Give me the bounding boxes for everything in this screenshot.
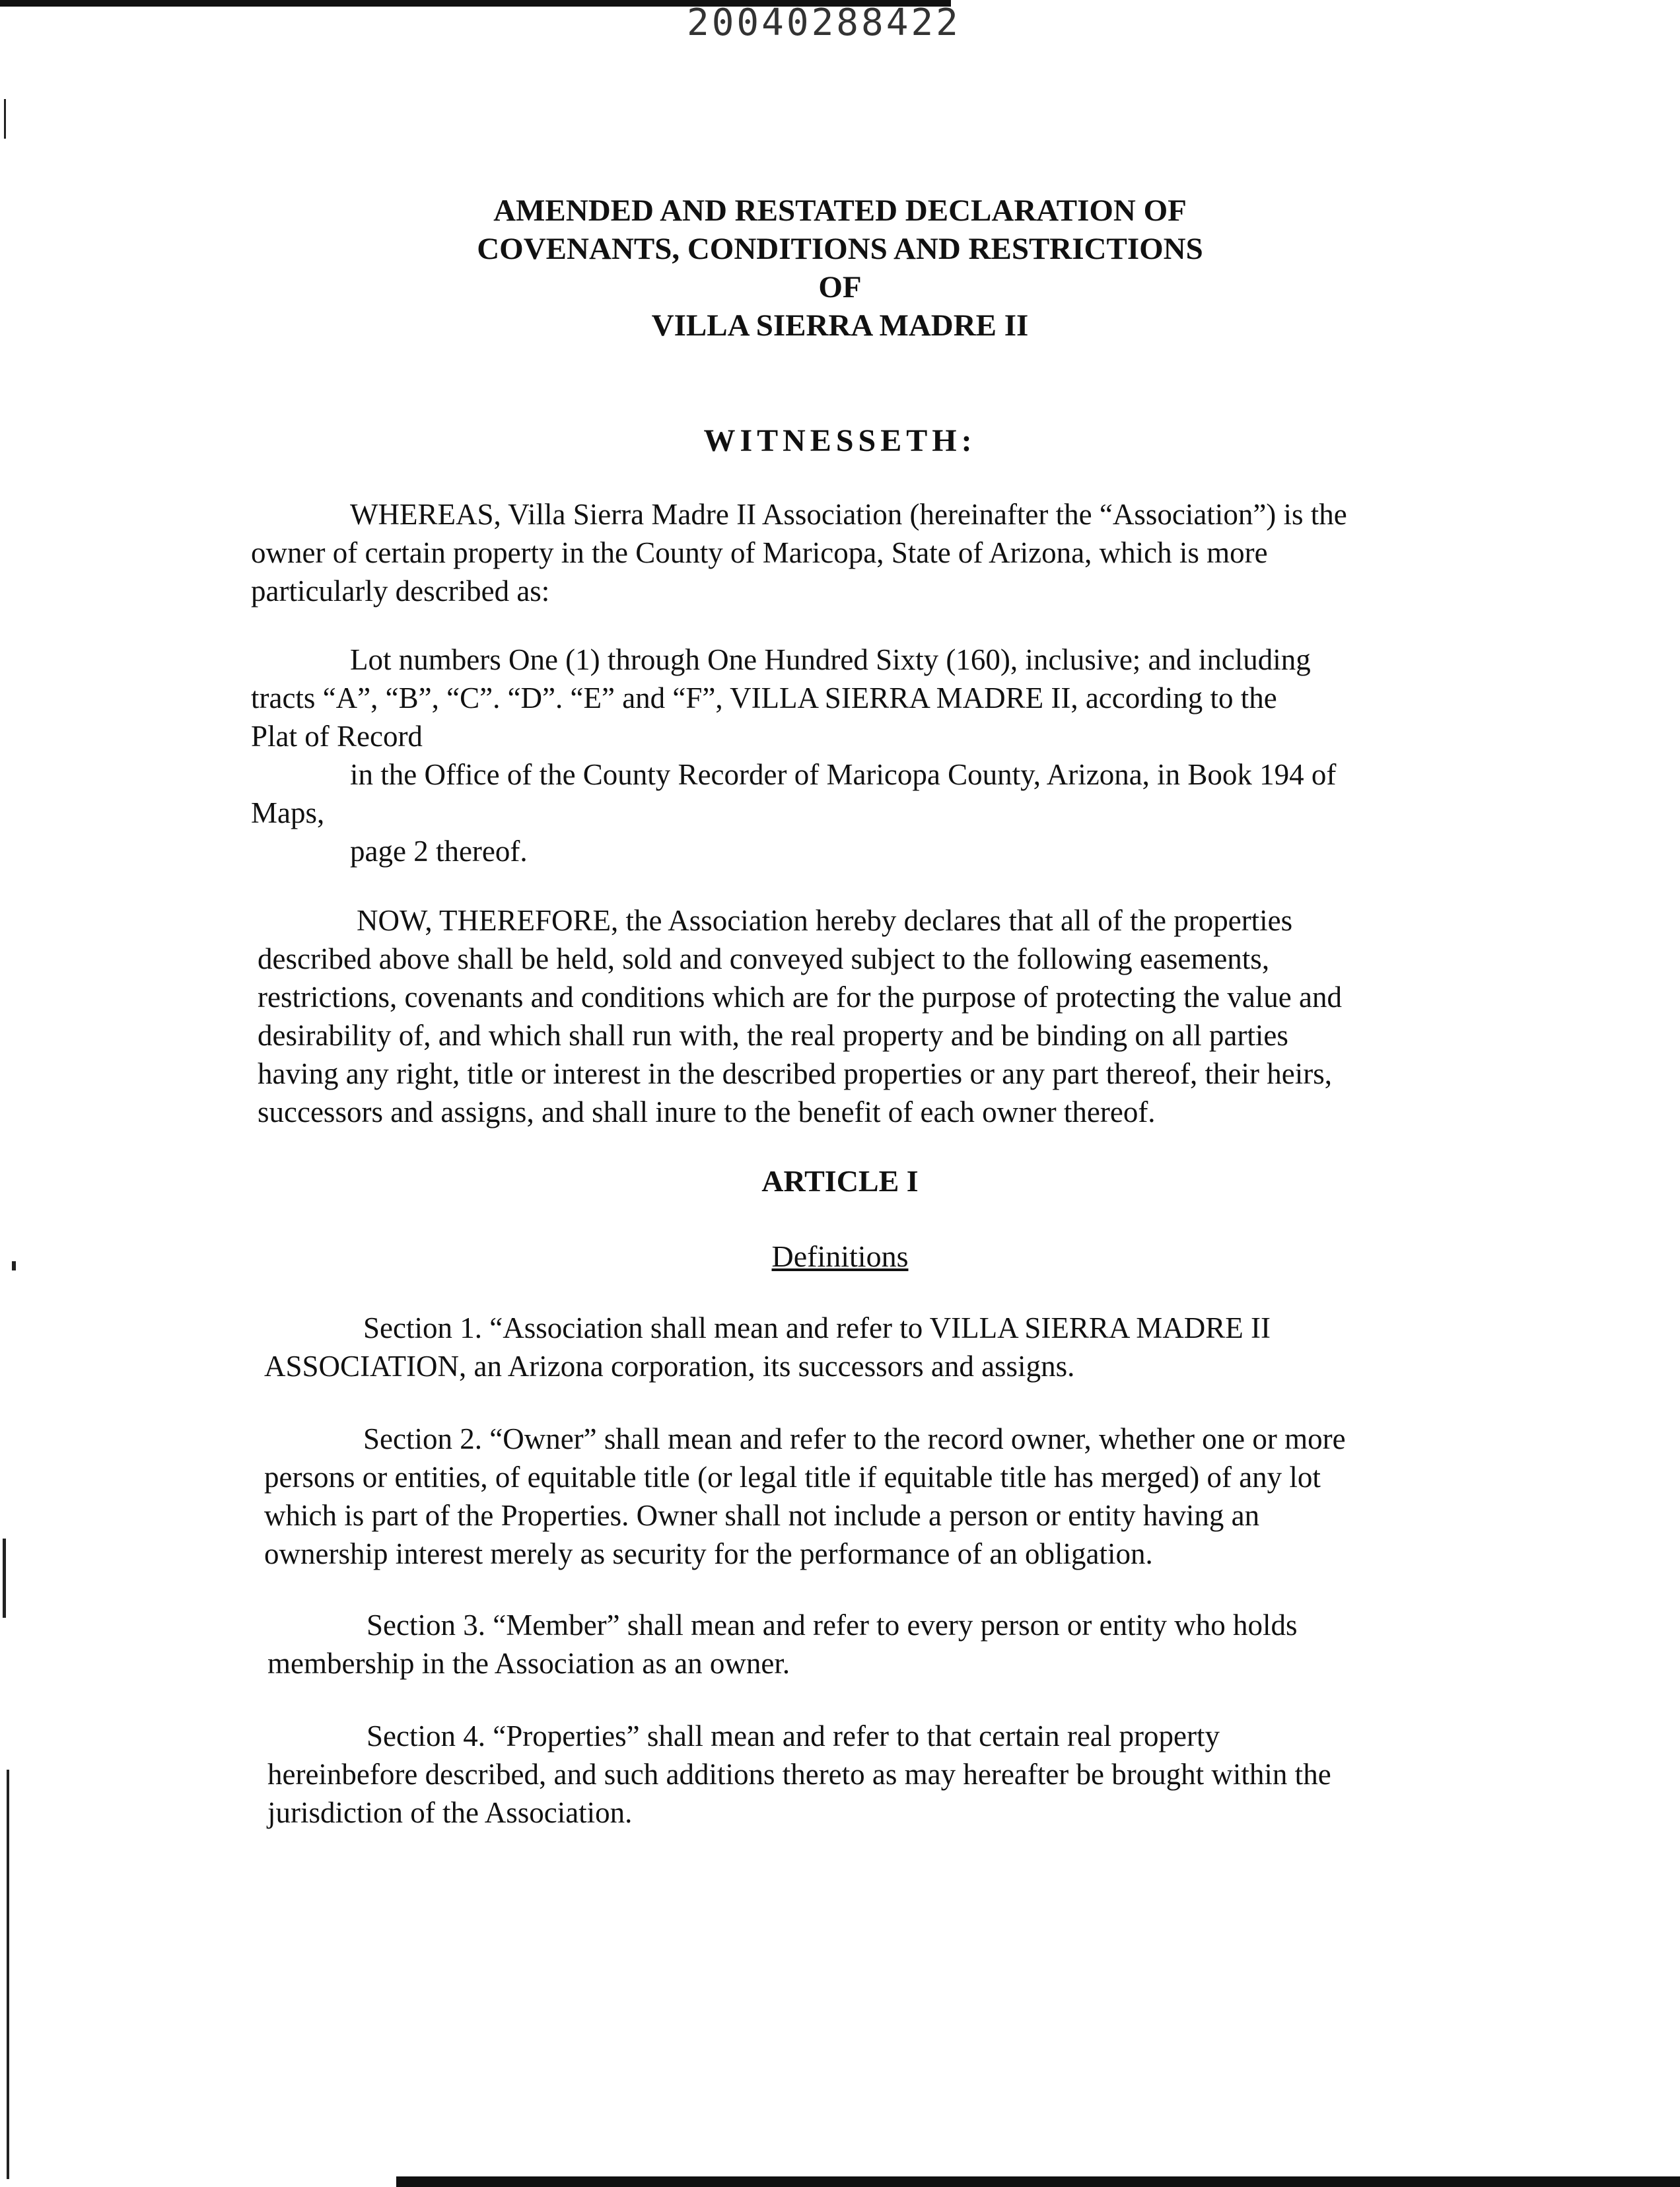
section-4-line-2: hereinbefore described, and such additions thereto as may hereafter be brought within the: [267, 1758, 1331, 1791]
section-2-line-1: Section 2. “Owner” shall mean and refer to the record owner, whether one or more: [363, 1422, 1346, 1455]
section-2: [264, 1420, 1453, 1573]
now-line-2: described above shall be held, sold and conveyed subject to the following easements,: [258, 942, 1270, 975]
section-1-line-1: Section 1. “Association shall mean and refer to VILLA SIERRA MADRE II: [363, 1311, 1271, 1344]
section-3-line-1: Section 3. “Member” shall mean and refer to every person or entity who holds: [367, 1609, 1298, 1642]
legal-line-5: Maps,: [251, 796, 325, 829]
now-line-5: having any right, title or interest in the described properties or any part thereof, their heirs,: [258, 1057, 1332, 1090]
definitions-heading: Definitions: [771, 1239, 909, 1273]
scan-left-edge-3: [7, 1770, 9, 2179]
section-4-line-1: Section 4. “Properties” shall mean and refer to that certain real property: [367, 1719, 1220, 1753]
now-therefore-paragraph: [258, 901, 1446, 1131]
title-line-1: AMENDED AND RESTATED DECLARATION OF: [493, 193, 1187, 228]
section-3-line-2: membership in the Association as an owner.: [267, 1647, 790, 1680]
legal-description: [251, 641, 1440, 870]
now-line-3: restrictions, covenants and conditions which are for the purpose of protecting the value and: [258, 981, 1342, 1014]
section-1: [264, 1309, 1453, 1385]
legal-line-4: in the Office of the County Recorder of Maricopa County, Arizona, in Book 194 of: [350, 758, 1337, 791]
scan-bottom-bar: [396, 2176, 1680, 2187]
now-line-4: desirability of, and which shall run with, the real property and be binding on all parties: [258, 1019, 1288, 1052]
legal-line-3: Plat of Record: [251, 720, 423, 753]
witnesseth-heading: WITNESSETH:: [703, 423, 977, 458]
whereas-paragraph: [251, 495, 1440, 610]
legal-line-6: page 2 thereof.: [350, 835, 528, 868]
whereas-line-1: WHEREAS, Villa Sierra Madre II Association (hereinafter the “Association”) is the: [350, 498, 1347, 531]
section-1-line-2: ASSOCIATION, an Arizona corporation, its successors and assigns.: [264, 1350, 1075, 1383]
whereas-line-3: particularly described as:: [251, 574, 550, 608]
article-heading: ARTICLE I: [761, 1164, 919, 1198]
section-2-line-2: persons or entities, of equitable title (or legal title if equitable title has merged) of any lot: [264, 1461, 1321, 1494]
scan-left-edge-1: [4, 99, 6, 139]
title-line-3: OF: [818, 270, 862, 304]
title-line-2: COVENANTS, CONDITIONS AND RESTRICTIONS: [477, 232, 1203, 266]
document-title: [0, 191, 1680, 345]
now-line-6: successors and assigns, and shall inure to the benefit of each owner thereof.: [258, 1095, 1156, 1128]
whereas-line-2: owner of certain property in the County of Maricopa, State of Arizona, which is more: [251, 536, 1268, 569]
section-2-line-3: which is part of the Properties. Owner shall not include a person or entity having an: [264, 1499, 1260, 1532]
document-number: 20040288422: [687, 1, 961, 44]
section-4: [267, 1717, 1456, 1832]
legal-line-1: Lot numbers One (1) through One Hundred Sixty (160), inclusive; and including: [350, 643, 1311, 676]
section-3: [267, 1606, 1456, 1683]
title-line-4: VILLA SIERRA MADRE II: [651, 308, 1029, 343]
legal-line-2: tracts “A”, “B”, “C”. “D”. “E” and “F”, VILLA SIERRA MADRE II, according to the: [251, 681, 1277, 714]
section-2-line-4: ownership interest merely as security for the performance of an obligation.: [264, 1537, 1153, 1570]
section-4-line-3: jurisdiction of the Association.: [267, 1796, 633, 1829]
now-line-1: NOW, THEREFORE, the Association hereby declares that all of the properties: [357, 904, 1293, 937]
scan-left-edge-2: [3, 1539, 6, 1618]
